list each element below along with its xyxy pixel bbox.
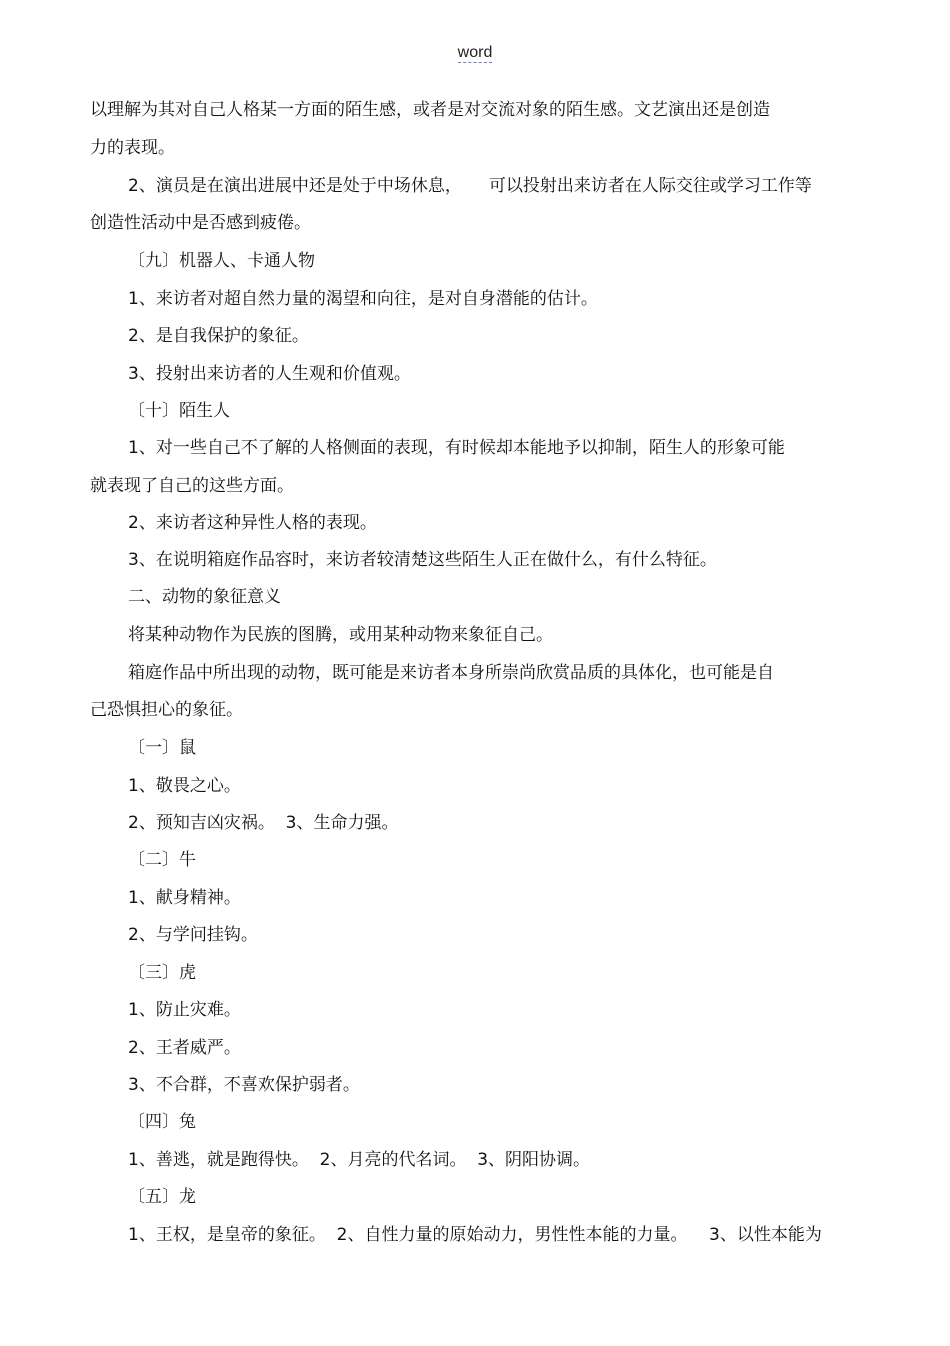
section-heading: 〔四〕兔 xyxy=(128,1112,196,1132)
text-line: 3、不合群，不喜欢保护弱者。 xyxy=(128,1075,360,1095)
text-line: 2、预知吉凶灾祸。 3、生命力强。 xyxy=(128,813,399,833)
section-heading: 〔二〕牛 xyxy=(128,850,196,870)
text-line: 1、献身精神。 xyxy=(128,888,241,908)
text-line: 2、来访者这种异性人格的表现。 xyxy=(128,513,377,533)
section-heading: 二、动物的象征意义 xyxy=(128,587,281,607)
text-line: 2、王者威严。 xyxy=(128,1038,241,1058)
text-line: 力的表现。 xyxy=(90,138,175,158)
text-line: 1、善逃，就是跑得快。 2、月亮的代名词。 3、阴阳协调。 xyxy=(128,1150,591,1170)
text-line: 1、王权，是皇帝的象征。 2、自性力量的原始动力，男性性本能的力量。 3、以性本能为 xyxy=(128,1225,822,1245)
text-line: 2、是自我保护的象征。 xyxy=(128,326,309,346)
header-word: word xyxy=(457,44,493,61)
text-line: 创造性活动中是否感到疲倦。 xyxy=(90,213,311,233)
section-heading: 〔九〕机器人、卡通人物 xyxy=(128,251,315,271)
text-line: 3、在说明箱庭作品容时，来访者较清楚这些陌生人正在做什么，有什么特征。 xyxy=(128,550,717,570)
section-heading: 〔五〕龙 xyxy=(128,1187,196,1207)
text-line: 就表现了自己的这些方面。 xyxy=(90,476,294,496)
section-heading: 〔十〕陌生人 xyxy=(128,401,230,421)
text-line: 将某种动物作为民族的图腾，或用某种动物来象征自己。 xyxy=(128,625,553,645)
text-line: 2、演员是在演出进展中还是处于中场休息， 可以投射出来访者在人际交往或学习工作等 xyxy=(128,176,812,196)
section-heading: 〔一〕鼠 xyxy=(128,738,196,758)
text-line: 1、来访者对超自然力量的渴望和向往，是对自身潜能的估计。 xyxy=(128,289,598,309)
page-header xyxy=(0,44,950,62)
text-line: 2、与学问挂钩。 xyxy=(128,925,258,945)
section-heading: 〔三〕虎 xyxy=(128,963,196,983)
text-line: 己恐惧担心的象征。 xyxy=(90,700,243,720)
text-line: 箱庭作品中所出现的动物，既可能是来访者本身所崇尚欣赏品质的具体化，也可能是自 xyxy=(128,663,774,683)
text-line: 1、对一些自己不了解的人格侧面的表现，有时候却本能地予以抑制，陌生人的形象可能 xyxy=(128,438,785,458)
text-line: 1、防止灾难。 xyxy=(128,1000,241,1020)
text-line: 1、敬畏之心。 xyxy=(128,776,241,796)
text-line: 3、投射出来访者的人生观和价值观。 xyxy=(128,364,411,384)
text-line: 以理解为其对自己人格某一方面的陌生感，或者是对交流对象的陌生感。文艺演出还是创造 xyxy=(90,100,770,120)
